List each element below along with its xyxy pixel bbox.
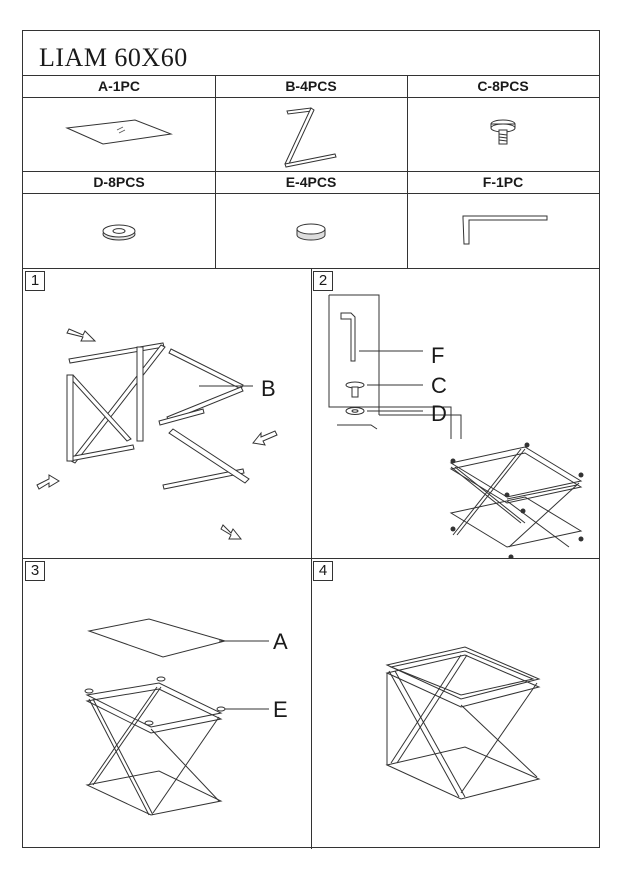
z-frame-icon — [215, 98, 407, 171]
step-3-illustration — [23, 579, 311, 849]
callout-d: D — [431, 401, 447, 426]
glass-top-icon — [23, 98, 215, 171]
step-number: 3 — [25, 561, 45, 581]
allen-key-icon — [407, 194, 599, 268]
step-number: 2 — [313, 271, 333, 291]
step-4-illustration — [311, 579, 601, 849]
callout-a: A — [273, 629, 288, 654]
part-label-c: C-8PCS — [477, 78, 529, 94]
divider — [23, 75, 599, 76]
washer-icon — [23, 194, 215, 268]
part-label-d: D-8PCS — [93, 174, 145, 190]
page-title: LIAM 60X60 — [39, 43, 188, 72]
pad-icon — [215, 194, 407, 268]
callout-f: F — [431, 343, 445, 368]
step-number: 1 — [25, 271, 45, 291]
step-1-illustration — [23, 289, 311, 558]
step-2-illustration — [311, 289, 601, 558]
instruction-sheet — [22, 30, 600, 848]
part-label-a: A-1PC — [97, 78, 140, 94]
callout-e: E — [273, 697, 288, 722]
part-label-b: B-4PCS — [285, 78, 337, 94]
part-label-f: F-1PC — [482, 174, 524, 190]
screw-icon — [407, 98, 599, 171]
step-number: 4 — [313, 561, 333, 581]
callout-b: B — [261, 376, 276, 401]
divider — [23, 171, 599, 172]
callout-c: C — [431, 373, 447, 398]
part-label-e: E-4PCS — [285, 174, 337, 190]
